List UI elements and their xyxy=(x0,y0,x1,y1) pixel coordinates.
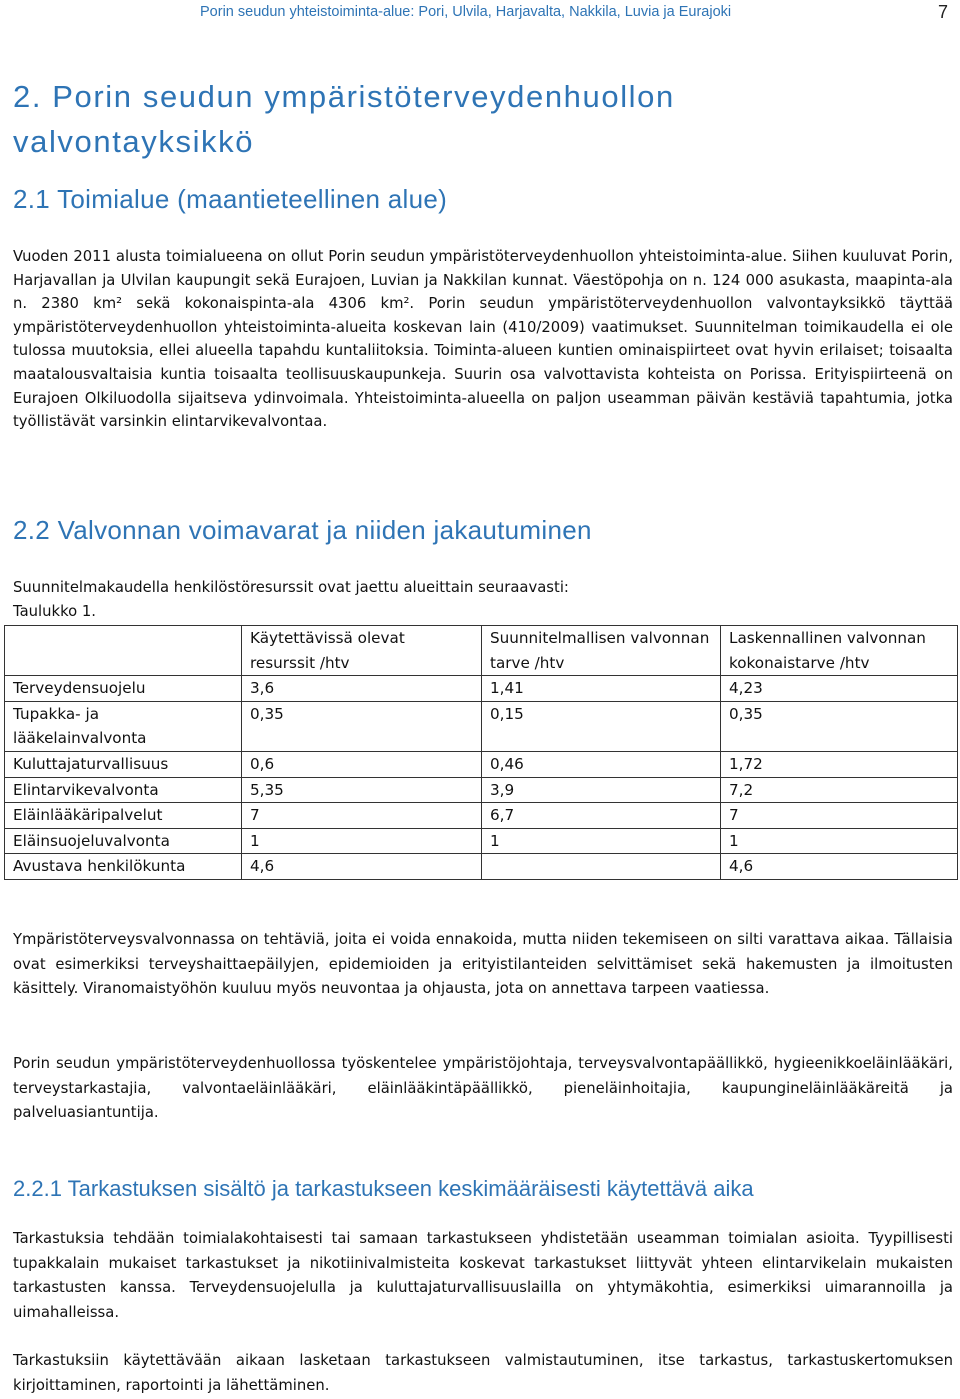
page-number: 7 xyxy=(937,2,948,22)
table-cell: 7 xyxy=(721,803,958,829)
table-cell xyxy=(482,854,721,880)
table-cell: 1 xyxy=(721,828,958,854)
table-cell: 1,72 xyxy=(721,751,958,777)
table-cell: 5,35 xyxy=(242,777,482,803)
table-row xyxy=(5,854,958,880)
table-cell: 1,41 xyxy=(482,676,721,702)
table-cell: 0,35 xyxy=(242,701,482,751)
table-header-cell: Laskennallinen valvonnan kokonaistarve /htv xyxy=(721,626,958,676)
table-row xyxy=(5,751,958,777)
section-2-2-paragraph-2: Porin seudun ympäristöterveydenhuollossa työskentelee ympäristöjohtaja, terveysvalvontapäällikkö, hygieenikkoeläinlääkäri, terveystarkastajia, valvontaeläinlääkäri, eläinlääkintäpäällikkö, pieneläinhoitajia, kaupungineläinlääkäreitä ja palveluasiantuntija. xyxy=(13,1055,953,1122)
table-cell: Elintarvikevalvonta xyxy=(5,777,242,803)
section-2-1-heading: 2.1 Toimialue (maantieteellinen alue) xyxy=(13,184,448,214)
running-header xyxy=(0,4,960,28)
table-cell: 4,6 xyxy=(721,854,958,880)
table-cell: 7,2 xyxy=(721,777,958,803)
table-header-cell: Käytettävissä olevat resurssit /htv xyxy=(242,626,482,676)
section-2-2-1-heading: 2.2.1 Tarkastuksen sisältö ja tarkastukseen keskimääräisesti käytettävä aika xyxy=(13,1176,754,1201)
table-cell: Terveydensuojelu xyxy=(5,676,242,702)
section-2-2-1-paragraph-2: Tarkastuksiin käytettävään aikaan lasketaan tarkastukseen valmistautuminen, itse tarkastus, tarkastuskertomuksen kirjoittaminen, raportointi ja lähettäminen. xyxy=(13,1352,953,1394)
table-row xyxy=(5,777,958,803)
table-cell: 1 xyxy=(482,828,721,854)
table-cell: 7 xyxy=(242,803,482,829)
section-2-2-paragraph-1: Ympäristöterveysvalvonnassa on tehtäviä, joita ei voida ennakoida, mutta niiden tekemiseen on silti varattava aikaa. Tällaisia ovat esimerkiksi terveyshaittaepäilyjen, epidemioiden ja erityistilanteiden selvittämiset sekä hakemusten ja ilmoitusten käsittely. Viranomaistyöhön kuuluu myös neuvontaa ja ohjausta, jota on annettava tarpeen vaatiessa. xyxy=(13,931,953,998)
resources-intro: Suunnitelmakaudella henkilöstöresurssit ovat jaettu alueittain seuraavasti: xyxy=(13,579,569,596)
staff-resources-table xyxy=(4,625,958,880)
table-cell: 6,7 xyxy=(482,803,721,829)
table-cell: Tupakka- ja lääkelainvalvonta xyxy=(5,701,242,751)
section-2-2-1-paragraph-1: Tarkastuksia tehdään toimialakohtaisesti tai samaan tarkastukseen yhdistetään useamman toimialan asioita. Tyypillisesti tupakkalain mukaiset tarkastukset ja nikotiinivalmisteita koskevat tarkastukset liittyvät yhteen elintarvikelain mukaisten tarkastusten kanssa. Terveydensuojelulla ja kuluttajaturvallisuuslailla on yhtymäkohtia, esimerkiksi uimarannoilla ja uimahalleissa. xyxy=(13,1230,953,1321)
table-cell: Kuluttajaturvallisuus xyxy=(5,751,242,777)
table-cell: 3,9 xyxy=(482,777,721,803)
table-cell: 4,6 xyxy=(242,854,482,880)
table-header-cell xyxy=(5,626,242,676)
table-row xyxy=(5,803,958,829)
table-cell: Avustava henkilökunta xyxy=(5,854,242,880)
table-row xyxy=(5,701,958,751)
table-caption: Taulukko 1. xyxy=(13,603,97,620)
section-2-heading: 2. Porin seudun ympäristöterveydenhuollon valvontayksikkö xyxy=(13,79,675,159)
table-header-cell: Suunnitelmallisen valvonnan tarve /htv xyxy=(482,626,721,676)
table-header-row xyxy=(5,626,958,676)
table-row xyxy=(5,828,958,854)
table-cell: 0,6 xyxy=(242,751,482,777)
table-cell: Eläinsuojeluvalvonta xyxy=(5,828,242,854)
table-cell: 0,15 xyxy=(482,701,721,751)
table-cell: Eläinlääkäripalvelut xyxy=(5,803,242,829)
table-cell: 0,35 xyxy=(721,701,958,751)
section-2-1-paragraph: Vuoden 2011 alusta toimialueena on ollut Porin seudun ympäristöterveydenhuollon yhteistoiminta-alue. Siihen kuuluvat Porin, Harjavallan ja Ulvilan kaupungit sekä Eurajoen, Luvian ja Nakkilan kunnat. Väestöpohja on n. 124 000 asukasta, maapinta-ala n. 2380 km² sekä kokonaispinta-ala 4306 km². Porin seudun ympäristöterveydenhuollon valvontayksikkö täyttää ympäristöterveydenhuollon yhteistoiminta-alueita koskevan lain (410/2009) vaatimukset. Suunnitelman toimikaudella ei ole tulossa muutoksia, ellei alueella tapahdu kuntaliitoksia. Toiminta-alueen kuntien ominaispiirteet ovat hyvin erilaiset; toisaalta maatalousvaltaisia kuntia toisaalta teollisuuskaupunkeja. Suurin osa valvottavista kohteista on Porissa. Erityispiirteenä on Eurajoen Olkiluodolla sijaitseva ydinvoimala. Yhteistoiminta-alueella on paljon useamman päivän kestäviä tapahtumia, jotka työllistävät varsinkin elintarvikevalvontaa. xyxy=(13,248,953,431)
section-2-2-heading: 2.2 Valvonnan voimavarat ja niiden jakautuminen xyxy=(13,515,592,545)
table-cell: 4,23 xyxy=(721,676,958,702)
table-cell: 0,46 xyxy=(482,751,721,777)
table-cell: 3,6 xyxy=(242,676,482,702)
table-row xyxy=(5,676,958,702)
running-title: Porin seudun yhteistoiminta-alue: Pori, Ulvila, Harjavalta, Nakkila, Luvia ja Eurajoki xyxy=(200,4,732,20)
table-cell: 1 xyxy=(242,828,482,854)
